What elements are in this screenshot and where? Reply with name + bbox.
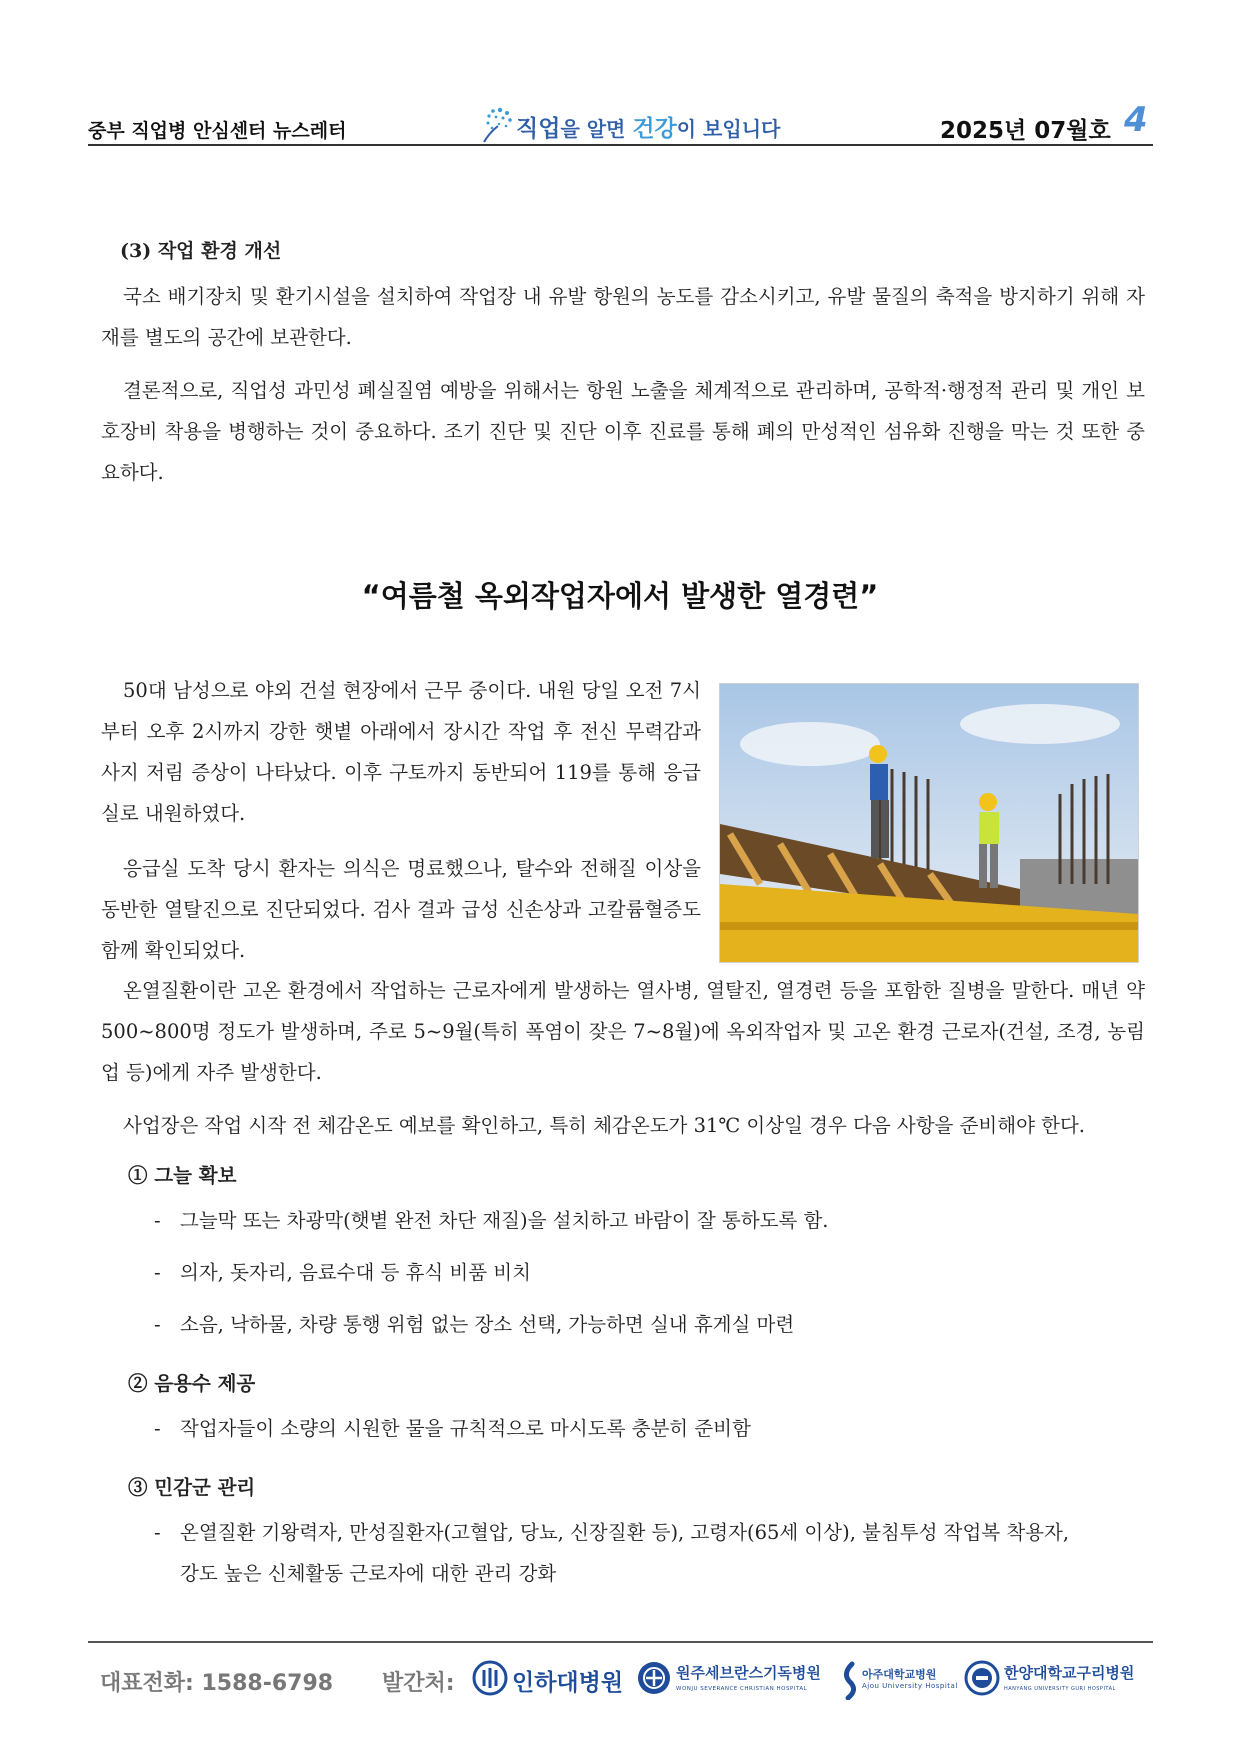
logo-sub: Ajou University Hospital xyxy=(862,1682,958,1690)
publisher-label: 발간처: xyxy=(382,1671,455,1696)
ajou-logo xyxy=(836,1660,956,1700)
logo-sub: HANYANG UNIVERSITY GURI HOSPITAL xyxy=(1004,1686,1116,1692)
item-1-bullet-2 xyxy=(154,1252,1146,1293)
hanyang-guri-logo-icon xyxy=(964,1660,1000,1696)
logo-name: 원주세브란스기독병원 xyxy=(676,1664,821,1682)
bullet-text: 그늘막 또는 차광막(햇볕 완전 차단 재질)을 설치하고 바람이 잘 통하도록 함. xyxy=(180,1209,829,1232)
header-divider xyxy=(88,144,1153,146)
footer-divider xyxy=(88,1641,1153,1643)
dash: - xyxy=(154,1417,161,1440)
inha-logo-icon xyxy=(472,1660,508,1696)
item-2-heading: ② 음용수 제공 xyxy=(128,1372,256,1395)
case-paragraph-2: 응급실 도착 당시 환자는 의식은 명료했으나, 탈수와 전해질 이상을 동반한 열탈진으로 진단되었다. 검사 결과 급성 신손상과 고칼륨혈증도 함께 확인되었다. xyxy=(101,857,701,962)
logo-name: 한양대학교구리병원 xyxy=(1004,1664,1135,1682)
wonju-severance-logo-icon xyxy=(636,1660,672,1696)
item-1-bullet-1 xyxy=(154,1200,1146,1241)
item-1-heading: ① 그늘 확보 xyxy=(128,1164,237,1187)
logo-name: 아주대학교병원 xyxy=(862,1668,937,1681)
bullet-text-line-1: 온열질환 기왕력자, 만성질환자(고혈압, 당뇨, 신장질환 등), 고령자(65세 이상), 불침투성 작업복 착용자, xyxy=(180,1521,1070,1544)
definition-paragraph: 온열질환이란 고온 환경에서 작업하는 근로자에게 발생하는 열사병, 열탈진, 열경련 등을 포함한 질병을 말한다. 매년 약 500~800명 정도가 발생하며, 주로 5~9월(특히 폭염이 잦은 7~8월)에 옥외작업자 및 고온 환경 근로자(건설, 조경, 농림업 등)에게 자주 발생한다. xyxy=(101,979,1145,1084)
bullet-text: 의자, 돗자리, 음료수대 등 휴식 비품 비치 xyxy=(180,1261,531,1284)
section-paragraph-2: 결론적으로, 직업성 과민성 폐실질염 예방을 위해서는 항원 노출을 체계적으로 관리하며, 공학적·행정적 관리 및 개인 보호장비 착용을 병행하는 것이 중요하다. 조기 진단 및 진단 이후 진료를 통해 폐의 만성적인 섬유화 진행을 막는 것 또한 중요하다. xyxy=(101,379,1145,484)
item-1-bullet-3 xyxy=(154,1304,1146,1345)
dash: - xyxy=(154,1261,161,1284)
inha-logo xyxy=(472,1660,632,1700)
bullet-text: 소음, 낙하물, 차량 통행 위험 없는 장소 선택, 가능하면 실내 휴게실 마련 xyxy=(180,1313,795,1336)
bullet-text-line-2: 강도 높은 신체활동 근로자에 대한 관리 강화 xyxy=(180,1562,557,1585)
slogan-part-2: 을 알면 xyxy=(560,117,633,141)
hanyang-guri-logo xyxy=(964,1660,1153,1700)
newsletter-name: 중부 직업병 안심센터 뉴스레터 xyxy=(88,120,347,142)
article-title: “여름철 옥외작업자에서 발생한 열경련” xyxy=(361,579,879,613)
construction-workers-photo xyxy=(719,683,1139,963)
item-3-heading: ③ 민감군 관리 xyxy=(128,1476,256,1499)
issue-date: 2025년 07월호 xyxy=(940,118,1111,144)
wonju-severance-logo xyxy=(636,1660,826,1700)
logo-sub: WONJU SEVERANCE CHRISTIAN HOSPITAL xyxy=(676,1686,808,1692)
sparkle-burst-icon xyxy=(480,104,514,144)
slogan-part-1: 직업 xyxy=(516,116,561,142)
dash: - xyxy=(154,1521,161,1544)
item-3-bullet-1 xyxy=(154,1512,1146,1594)
section-paragraph-1: 국소 배기장치 및 환기시설을 설치하여 작업장 내 유발 항원의 농도를 감소시키고, 유발 물질의 축적을 방지하기 위해 자재를 별도의 공간에 보관한다. xyxy=(101,285,1145,349)
workplace-paragraph: 사업장은 작업 시작 전 체감온도 예보를 확인하고, 특히 체감온도가 31℃ 이상일 경우 다음 사항을 준비해야 한다. xyxy=(123,1114,1085,1137)
case-paragraph-1: 50대 남성으로 야외 건설 현장에서 근무 중이다. 내원 당일 오전 7시부터 오후 2시까지 강한 햇볕 아래에서 장시간 작업 후 전신 무력감과 사지 저림 증상이 나타났다. 이후 구토까지 동반되어 119를 통해 응급실로 내원하였다. xyxy=(101,679,701,825)
phone-label: 대표전화: 1588-6798 xyxy=(100,1671,334,1696)
dash: - xyxy=(154,1209,161,1232)
page-number: 4 xyxy=(1124,100,1148,140)
slogan-part-4: 이 보입니다 xyxy=(676,117,781,141)
item-2-bullet-1 xyxy=(154,1408,1146,1449)
section-heading: (3) 작업 환경 개선 xyxy=(120,240,282,262)
logo-name: 인하대병원 xyxy=(512,1670,624,1696)
dash: - xyxy=(154,1313,161,1336)
header-slogan xyxy=(480,104,780,144)
footer xyxy=(88,1652,1153,1708)
slogan-part-3: 건강 xyxy=(632,116,677,142)
bullet-text: 작업자들이 소량의 시원한 물을 규칙적으로 마시도록 충분히 준비함 xyxy=(180,1417,751,1440)
